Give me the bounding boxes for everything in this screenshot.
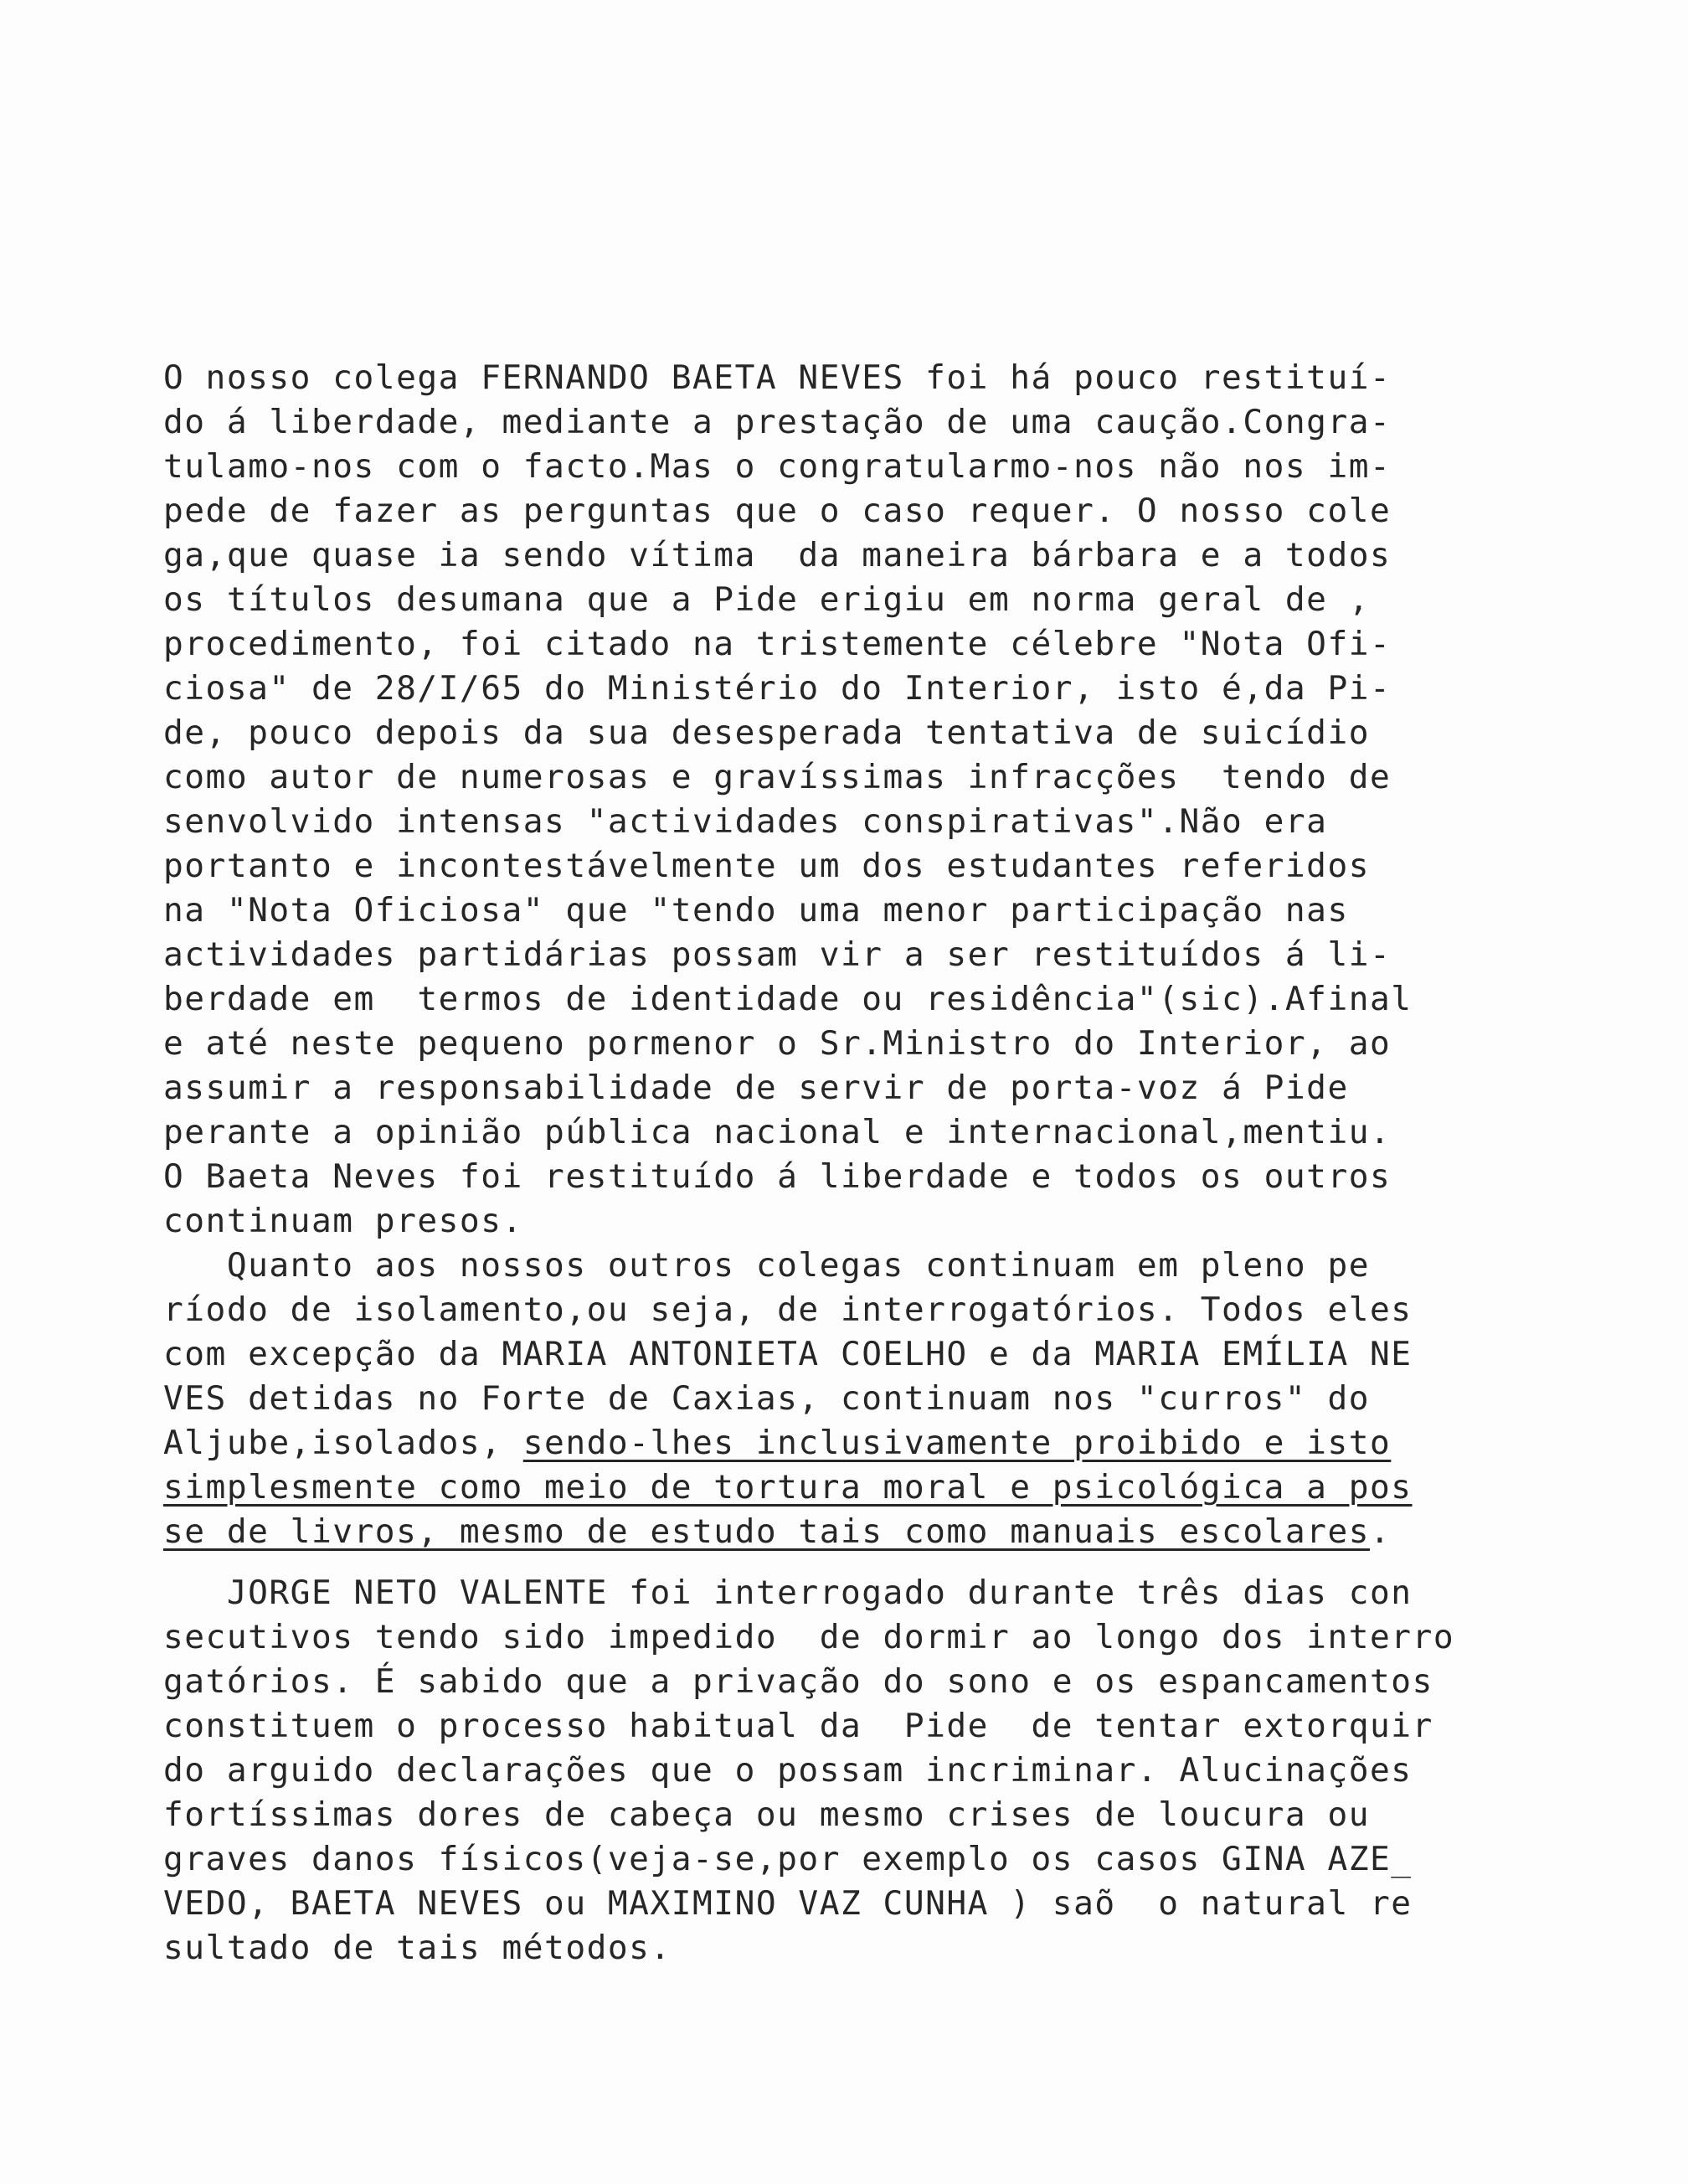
- text-line: portanto e incontestávelmente um dos estudantes referidos: [163, 847, 1371, 885]
- text-line: os títulos desumana que a Pide erigiu em norma geral de ,: [163, 580, 1371, 619]
- text-line: perante a opinião pública nacional e internacional,mentiu.: [163, 1113, 1392, 1151]
- text-line: berdade em termos de identidade ou residência"(sic).Afinal: [163, 980, 1413, 1018]
- text-line: como autor de numerosas e gravíssimas infracções tendo de: [163, 758, 1392, 796]
- text-line: constituem o processo habitual da Pide de tentar extorquir: [163, 1707, 1433, 1745]
- paragraph-gap: [163, 1554, 1670, 1571]
- text-line: de, pouco depois da sua desesperada tentativa de suicídio: [163, 713, 1371, 752]
- text-line: procedimento, foi citado na tristemente célebre "Nota Ofi-: [163, 625, 1392, 663]
- underlined-text: se de livros, mesmo de estudo tais como manuais escolares: [163, 1512, 1371, 1551]
- text-line: pede de fazer as perguntas que o caso requer. O nosso cole: [163, 492, 1392, 530]
- text-line: Quanto aos nossos outros colegas continuam em pleno pe: [163, 1246, 1371, 1285]
- text-line: ríodo de isolamento,ou seja, de interrogatórios. Todos eles: [163, 1290, 1413, 1329]
- paragraph-1: [163, 356, 1670, 1244]
- underlined-text: sendo-lhes inclusivamente proibido e isto: [522, 1424, 1392, 1462]
- text-line: senvolvido intensas "actividades conspirativas".Não era: [163, 802, 1328, 841]
- text-line: VEDO, BAETA NEVES ou MAXIMINO VAZ CUNHA ) saõ o natural re: [163, 1884, 1413, 1923]
- text-line: do arguido declarações que o possam incriminar. Alucinações: [163, 1751, 1413, 1790]
- text-line: O nosso colega FERNANDO BAETA NEVES foi há pouco restituí-: [163, 358, 1392, 397]
- paragraph-3: [163, 1571, 1670, 1970]
- underlined-line: simplesmente como meio de tortura moral e psicológica a pos: [163, 1468, 1413, 1507]
- text-line: ciosa" de 28/I/65 do Ministério do Interior, isto é,da Pi-: [163, 669, 1392, 708]
- text-line: continuam presos.: [163, 1202, 523, 1240]
- text-line-mixed: [163, 1510, 1670, 1554]
- paragraph-2: [163, 1244, 1670, 1554]
- text-line: assumir a responsabilidade de servir de porta-voz á Pide: [163, 1069, 1349, 1107]
- plain-text: Aljube,isolados,: [163, 1424, 523, 1462]
- document-body: [163, 356, 1670, 1970]
- text-line: com excepção da MARIA ANTONIETA COELHO e da MARIA EMÍLIA NE: [163, 1335, 1413, 1373]
- text-line: sultado de tais métodos.: [163, 1929, 672, 1967]
- text-line: VES detidas no Forte de Caxias, continuam nos "curros" do: [163, 1379, 1371, 1418]
- text-line: e até neste pequeno pormenor o Sr.Ministro do Interior, ao: [163, 1024, 1392, 1063]
- text-line: na "Nota Oficiosa" que "tendo uma menor participação nas: [163, 891, 1349, 930]
- plain-text: .: [1370, 1512, 1392, 1551]
- text-line: actividades partidárias possam vir a ser restituídos á li-: [163, 935, 1392, 974]
- text-line: ga,que quase ia sendo vítima da maneira bárbara e a todos: [163, 536, 1392, 574]
- text-line-mixed: [163, 1421, 1670, 1465]
- text-line: JORGE NETO VALENTE foi interrogado durante três dias con: [163, 1574, 1413, 1612]
- text-line: gatórios. É sabido que a privação do sono e os espancamentos: [163, 1662, 1433, 1701]
- text-line: graves danos físicos(veja-se,por exemplo os casos GINA AZE_: [163, 1840, 1413, 1878]
- text-line: O Baeta Neves foi restituído á liberdade e todos os outros: [163, 1157, 1392, 1196]
- text-line: tulamo-nos com o facto.Mas o congratularmo-nos não nos im-: [163, 447, 1392, 486]
- text-line: fortíssimas dores de cabeça ou mesmo crises de loucura ou: [163, 1795, 1371, 1834]
- text-line: do á liberdade, mediante a prestação de uma caução.Congra-: [163, 403, 1392, 441]
- text-line: secutivos tendo sido impedido de dormir ao longo dos interro: [163, 1618, 1455, 1656]
